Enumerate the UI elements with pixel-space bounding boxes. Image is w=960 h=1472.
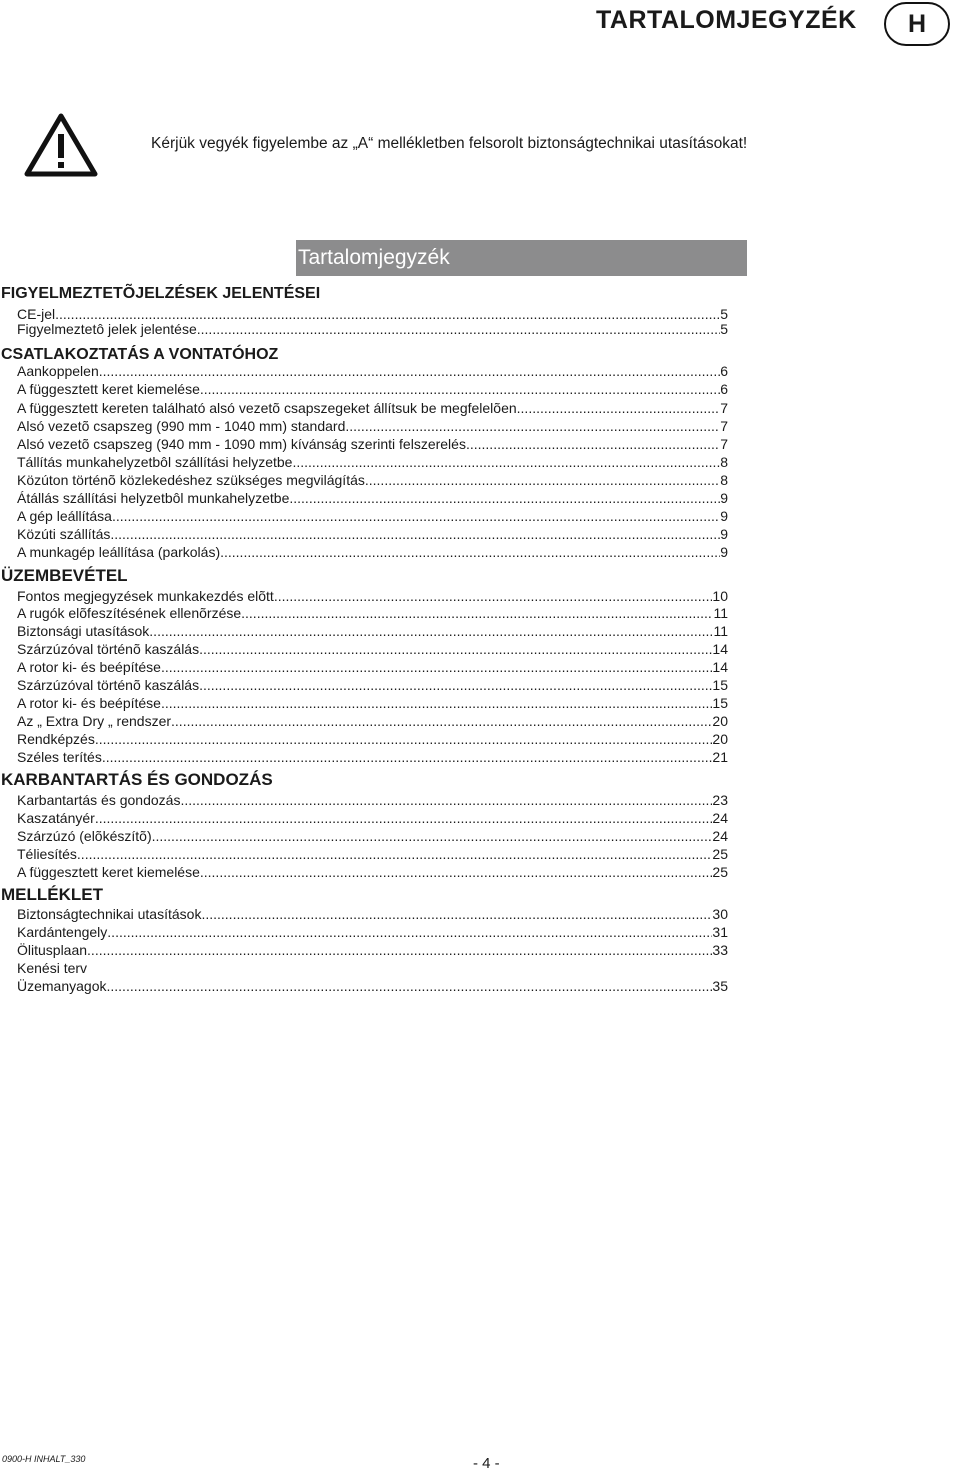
toc-entry[interactable]: Alsó vezetõ csapszeg (940 mm - 1090 mm) kívánság szerinti felszerelés ..... 7 [17,435,728,453]
document-code: 0900-H INHALT_330 [2,1454,86,1464]
toc-entry[interactable]: A munkagép leállítása (parkolás) ..... 9 [17,543,728,561]
toc-section-heading: CSATLAKOZTATÁS A VONTATÓHOZ [1,346,279,363]
toc-entry[interactable]: A rotor ki- és beépítése ..... 15 [17,694,728,712]
toc-entry[interactable]: Karbantartás és gondozás ..... 23 [17,791,728,809]
toc-entry[interactable]: Az „ Extra Dry „ rendszer ..... 20 [17,712,728,730]
toc-entry[interactable]: A rotor ki- és beépítése ..... 14 [17,658,728,676]
page-number: - 4 - [473,1455,500,1472]
safety-notice: Kérjük vegyék figyelembe az „A“ mellékletben felsorolt biztonságtechnikai utasításokat! [151,135,748,152]
toc-entry[interactable]: CE-jel ..... 5 [17,305,728,323]
toc-entry[interactable]: Közúti szállítás ..... 9 [17,525,728,543]
toc-entry[interactable]: A függesztett kereten található alsó vezetõ csapszegeket állítsuk be megfelelõen. ..... 7 [17,399,728,417]
toc-entry[interactable]: Biztonságtechnikai utasítások ..... 30 [17,905,728,923]
toc-entry[interactable]: Aankoppelen ..... 6 [17,362,728,380]
toc-entry[interactable]: Kaszatányér ..... 24 [17,809,728,827]
toc-entry[interactable]: Szárzúzóval történõ kaszálás ..... 15 [17,676,728,694]
toc-section-heading: ÜZEMBEVÉTEL [1,566,128,585]
toc-entry[interactable]: Figyelmeztetô jelek jelentése ..... 5 [17,320,728,338]
toc-entry[interactable]: Kardántengely ..... 31 [17,923,728,941]
toc-entry-no-leader[interactable]: Kenési terv [17,960,88,976]
toc-entry[interactable]: Üzemanyagok ..... 35 [17,977,728,995]
toc-entry[interactable]: A rugók elõfeszítésének ellenõrzése ..... 11 [17,604,728,622]
page-header-title: TARTALOMJEGYZÉK [596,6,857,34]
language-badge: H [884,2,950,46]
toc-entry[interactable]: Tállítás munkahelyzetbôl szállítási helyzetbe ..... 8 [17,453,728,471]
toc-entry[interactable]: Közúton történõ közlekedéshez szükséges megvilágítás ..... 8 [17,471,728,489]
toc-entry[interactable]: Fontos megjegyzések munkakezdés elõtt ..... 10 [17,587,728,605]
toc-title-banner: Tartalomjegyzék [296,240,747,276]
toc-section-heading: FIGYELMEZTETÕJELZÉSEK JELENTÉSEI [1,285,321,302]
toc-entry[interactable]: A függesztett keret kiemelése ..... 6 [17,380,728,398]
toc-entry[interactable]: Szárzúzóval történõ kaszálás ..... 14 [17,640,728,658]
toc-entry[interactable]: Ölitusplaan ..... 33 [17,941,728,959]
toc-entry[interactable]: Rendképzés ..... 20 [17,730,728,748]
toc-section-heading: MELLÉKLET [1,885,103,904]
toc-entry[interactable]: Biztonsági utasítások ..... 11 [17,622,728,640]
toc-entry[interactable]: Szárzúzó (elõkészítõ) ..... 24 [17,827,728,845]
toc-section-heading: KARBANTARTÁS ÉS GONDOZÁS [1,770,273,789]
toc-entry[interactable]: Téliesítés ..... 25 [17,845,728,863]
toc-entry[interactable]: A függesztett keret kiemelése ..... 25 [17,863,728,881]
toc-entry[interactable]: Széles terítés ..... 21 [17,748,728,766]
toc-entry[interactable]: Átállás szállítási helyzetbôl munkahelyzetbe ..... 9 [17,489,728,507]
toc-entry[interactable]: A gép leállítása ..... 9 [17,507,728,525]
toc-entry[interactable]: Alsó vezetõ csapszeg (990 mm - 1040 mm) standard ..... 7 [17,417,728,435]
